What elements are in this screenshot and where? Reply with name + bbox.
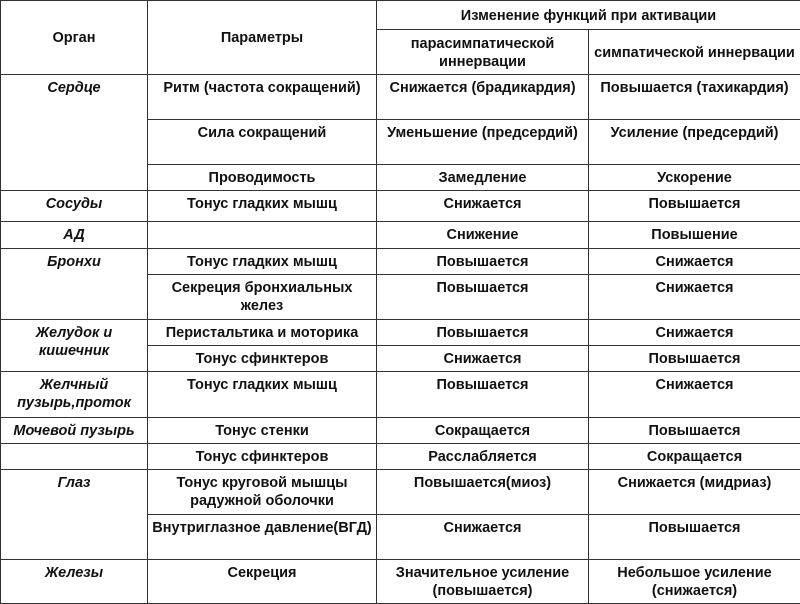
symp-cell: Сокращается — [589, 444, 800, 470]
header-change: Изменение функций при активации — [377, 1, 800, 30]
table-row — [1, 222, 800, 249]
para-cell: Сокращается — [377, 418, 589, 444]
symp-cell: Повышается — [589, 418, 800, 444]
organ-bladder: Мочевой пузырь — [1, 418, 148, 444]
table-row — [1, 444, 800, 470]
symp-cell: Ускорение — [589, 165, 800, 191]
param-cell: Проводимость — [148, 165, 377, 191]
symp-cell: Снижается — [589, 249, 800, 275]
symp-cell: Повышается (тахикардия) — [589, 75, 800, 120]
table-row — [1, 372, 800, 418]
table-row — [1, 560, 800, 604]
param-cell: Тонус гладких мышц — [148, 372, 377, 418]
header-params: Параметры — [148, 1, 377, 75]
param-cell: Секреция бронхиальных желез — [148, 275, 377, 320]
param-cell — [148, 222, 377, 249]
param-cell: Тонус сфинктеров — [148, 444, 377, 470]
table-row — [1, 75, 800, 120]
table-row — [1, 249, 800, 275]
symp-cell: Небольшое усиление (снижается) — [589, 560, 800, 604]
para-cell: Расслабляется — [377, 444, 589, 470]
para-cell: Снижается (брадикардия) — [377, 75, 589, 120]
para-cell: Значительное усиление (повышается) — [377, 560, 589, 604]
para-cell: Повышается — [377, 372, 589, 418]
para-cell: Снижается — [377, 346, 589, 372]
symp-cell: Снижается (мидриаз) — [589, 470, 800, 515]
para-cell: Повышается — [377, 320, 589, 346]
param-cell: Тонус круговой мышцы радужной оболочки — [148, 470, 377, 515]
symp-cell: Повышается — [589, 191, 800, 222]
param-cell: Секреция — [148, 560, 377, 604]
organ-heart: Сердце — [1, 75, 148, 191]
symp-cell: Усиление (предсердий) — [589, 120, 800, 165]
organ-glands: Железы — [1, 560, 148, 604]
para-cell: Замедление — [377, 165, 589, 191]
para-cell: Уменьшение (предсердий) — [377, 120, 589, 165]
organ-vessels: Сосуды — [1, 191, 148, 222]
header-parasympathetic: парасимпатической иннервации — [377, 30, 589, 75]
table-row — [1, 470, 800, 515]
param-cell: Перистальтика и моторика — [148, 320, 377, 346]
para-cell: Повышается — [377, 275, 589, 320]
organ-blood-pressure: АД — [1, 222, 148, 249]
organ-gallbladder: Желчный пузырь,проток — [1, 372, 148, 418]
param-cell: Сила сокращений — [148, 120, 377, 165]
para-cell: Повышается — [377, 249, 589, 275]
organ-empty-cell — [1, 444, 148, 470]
param-cell: Ритм (частота сокращений) — [148, 75, 377, 120]
param-cell: Тонус гладких мышц — [148, 249, 377, 275]
organ-bronchi: Бронхи — [1, 249, 148, 320]
header-sympathetic: симпатической иннервации — [589, 30, 800, 75]
param-cell: Тонус сфинктеров — [148, 346, 377, 372]
symp-cell: Снижается — [589, 275, 800, 320]
param-cell: Внутриглазное давление(ВГД) — [148, 515, 377, 560]
para-cell: Снижается — [377, 191, 589, 222]
para-cell: Снижается — [377, 515, 589, 560]
para-cell: Повышается(миоз) — [377, 470, 589, 515]
header-row-1 — [1, 1, 800, 30]
table-row — [1, 320, 800, 346]
symp-cell: Снижается — [589, 320, 800, 346]
symp-cell: Повышается — [589, 515, 800, 560]
table-row — [1, 191, 800, 222]
symp-cell: Повышается — [589, 346, 800, 372]
organ-eye: Глаз — [1, 470, 148, 560]
organ-stomach-intestine: Желудок и кишечник — [1, 320, 148, 372]
symp-cell: Повышение — [589, 222, 800, 249]
param-cell: Тонус гладких мышц — [148, 191, 377, 222]
table-row — [1, 418, 800, 444]
header-organ: Орган — [1, 1, 148, 75]
param-cell: Тонус стенки — [148, 418, 377, 444]
para-cell: Снижение — [377, 222, 589, 249]
symp-cell: Снижается — [589, 372, 800, 418]
